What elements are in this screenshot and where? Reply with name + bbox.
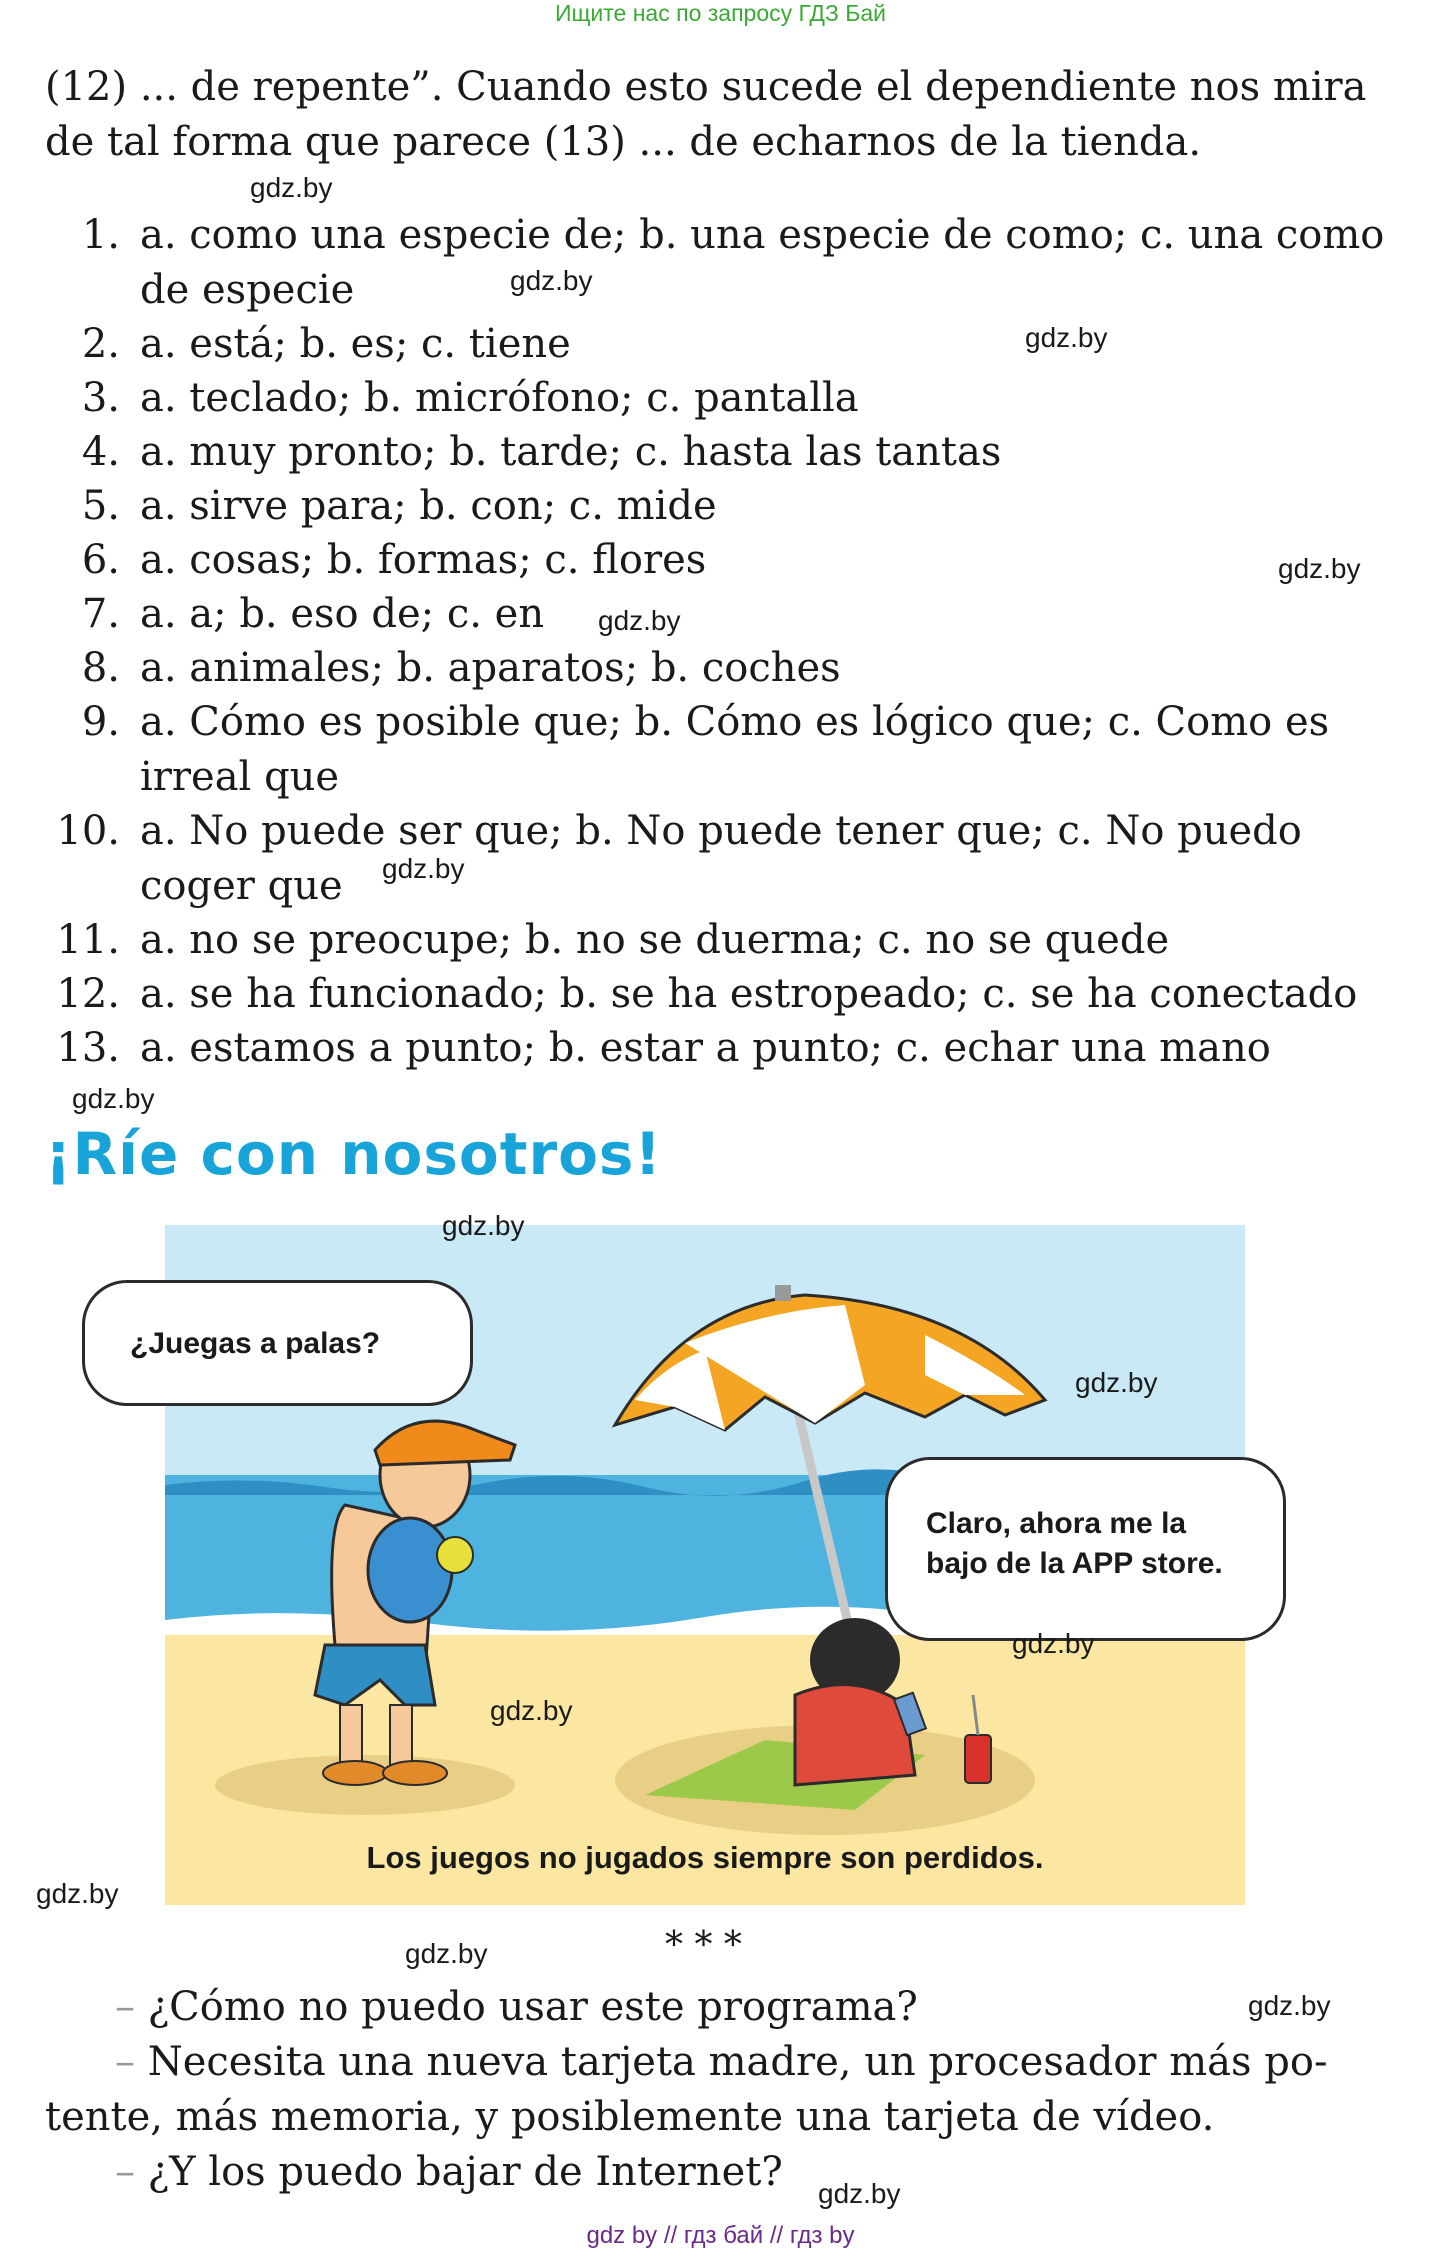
dialogue-text: Necesita una nueva tarjeta madre, un procesador más po-	[147, 2039, 1328, 2085]
watermark: gdz.by	[490, 1695, 573, 1726]
option-text: a. sirve para; b. con; c. mide	[140, 483, 717, 529]
option-number: 10.	[56, 808, 120, 854]
option-text: a. está; b. es; c. tiene	[140, 321, 571, 367]
intro-line-2: de tal forma que parece (13) ... de echarnos de la tienda.	[45, 119, 1202, 165]
option-text: a. a; b. eso de; c. en	[140, 591, 545, 637]
option-text: a. estamos a punto; b. estar a punto; c. echar una mano	[140, 1025, 1271, 1071]
dialogue-text: tente, más memoria, y posiblemente una tarjeta de vídeo.	[45, 2094, 1215, 2140]
option-text: a. se ha funcionado; b. se ha estropeado; c. se ha conectado	[140, 971, 1358, 1017]
dialogue-text: ¿Y los puedo bajar de Internet?	[147, 2149, 783, 2195]
dialogue-dash: –	[115, 2039, 135, 2085]
option-text: a. como una especie de; b. una especie de como; c. una como	[140, 212, 1385, 258]
dialogue-dash: –	[115, 2149, 135, 2195]
option-number: 1.	[81, 212, 120, 258]
watermark: gdz.by	[598, 605, 681, 636]
option-number: 6.	[81, 537, 120, 583]
dialogue-line-2-cont	[45, 2090, 1214, 2145]
speech-bubble-right	[885, 1457, 1286, 1641]
option-number: 13.	[56, 1025, 120, 1071]
section-title: ¡Ríe con nosotros!	[45, 1120, 662, 1188]
dialogue-line-3	[115, 2145, 783, 2200]
header-banner[interactable]: Ищите нас по запросу ГДЗ Бай	[554, 0, 887, 26]
watermark: gdz.by	[250, 172, 333, 203]
dialogue-text: ¿Cómo no puedo usar este programa?	[147, 1984, 918, 2030]
option-text: a. cosas; b. formas; c. flores	[140, 537, 707, 583]
option-text: a. animales; b. aparatos; b. coches	[140, 645, 841, 691]
speech-bubble-left-text: ¿Juegas a palas?	[130, 1327, 381, 1360]
watermark: gdz.by	[405, 1938, 488, 1969]
footer-banner[interactable]: gdz by // гдз бай // гдз by	[586, 2222, 855, 2249]
option-text: a. muy pronto; b. tarde; c. hasta las tantas	[140, 429, 1002, 475]
intro-paragraph	[45, 60, 1395, 170]
option-number: 8.	[81, 645, 120, 691]
watermark: gdz.by	[442, 1210, 525, 1241]
watermark: gdz.by	[382, 853, 465, 884]
option-number: 7.	[81, 591, 120, 637]
watermark: gdz.by	[72, 1083, 155, 1114]
watermark: gdz.by	[1012, 1628, 1095, 1659]
cartoon-illustration	[130, 1225, 1245, 1905]
intro-line-1: (12) ... de repente”. Cuando esto sucede el dependiente nos mira	[45, 64, 1367, 110]
watermark: gdz.by	[1278, 553, 1361, 584]
option-text-cont: irreal que	[140, 754, 340, 800]
option-text: a. Cómo es posible que; b. Cómo es lógico que; c. Como es	[140, 699, 1330, 745]
speech-bubble-left	[82, 1280, 473, 1406]
cartoon-caption: Los juegos no jugados siempre son perdidos.	[366, 1840, 1044, 1875]
speech-bubble-right-line2: bajo de la APP store.	[926, 1547, 1223, 1580]
option-number: 11.	[56, 917, 120, 963]
option-number: 4.	[81, 429, 120, 475]
watermark: gdz.by	[1248, 1990, 1331, 2021]
option-number: 12.	[56, 971, 120, 1017]
option-text: a. No puede ser que; b. No puede tener que; c. No puedo	[140, 808, 1302, 854]
watermark: gdz.by	[1025, 322, 1108, 353]
watermark: gdz.by	[36, 1878, 119, 1909]
separator-stars: * * *	[665, 1925, 742, 1966]
option-number: 5.	[81, 483, 120, 529]
option-number: 2.	[81, 321, 120, 367]
watermark: gdz.by	[818, 2178, 901, 2209]
option-text-cont: de especie	[140, 267, 355, 313]
watermark: gdz.by	[510, 265, 593, 296]
dialogue-dash: –	[115, 1984, 135, 2030]
option-text: a. teclado; b. micrófono; c. pantalla	[140, 375, 859, 421]
dialogue-line-2	[115, 2035, 1327, 2090]
option-number: 3.	[81, 375, 120, 421]
watermark: gdz.by	[1075, 1367, 1158, 1398]
option-text-cont: coger que	[140, 863, 343, 909]
option-number: 9.	[81, 699, 120, 745]
speech-bubble-right-line1: Claro, ahora me la	[926, 1507, 1187, 1540]
option-text: a. no se preocupe; b. no se duerma; c. no se quede	[140, 917, 1170, 963]
dialogue-line-1	[115, 1980, 918, 2035]
